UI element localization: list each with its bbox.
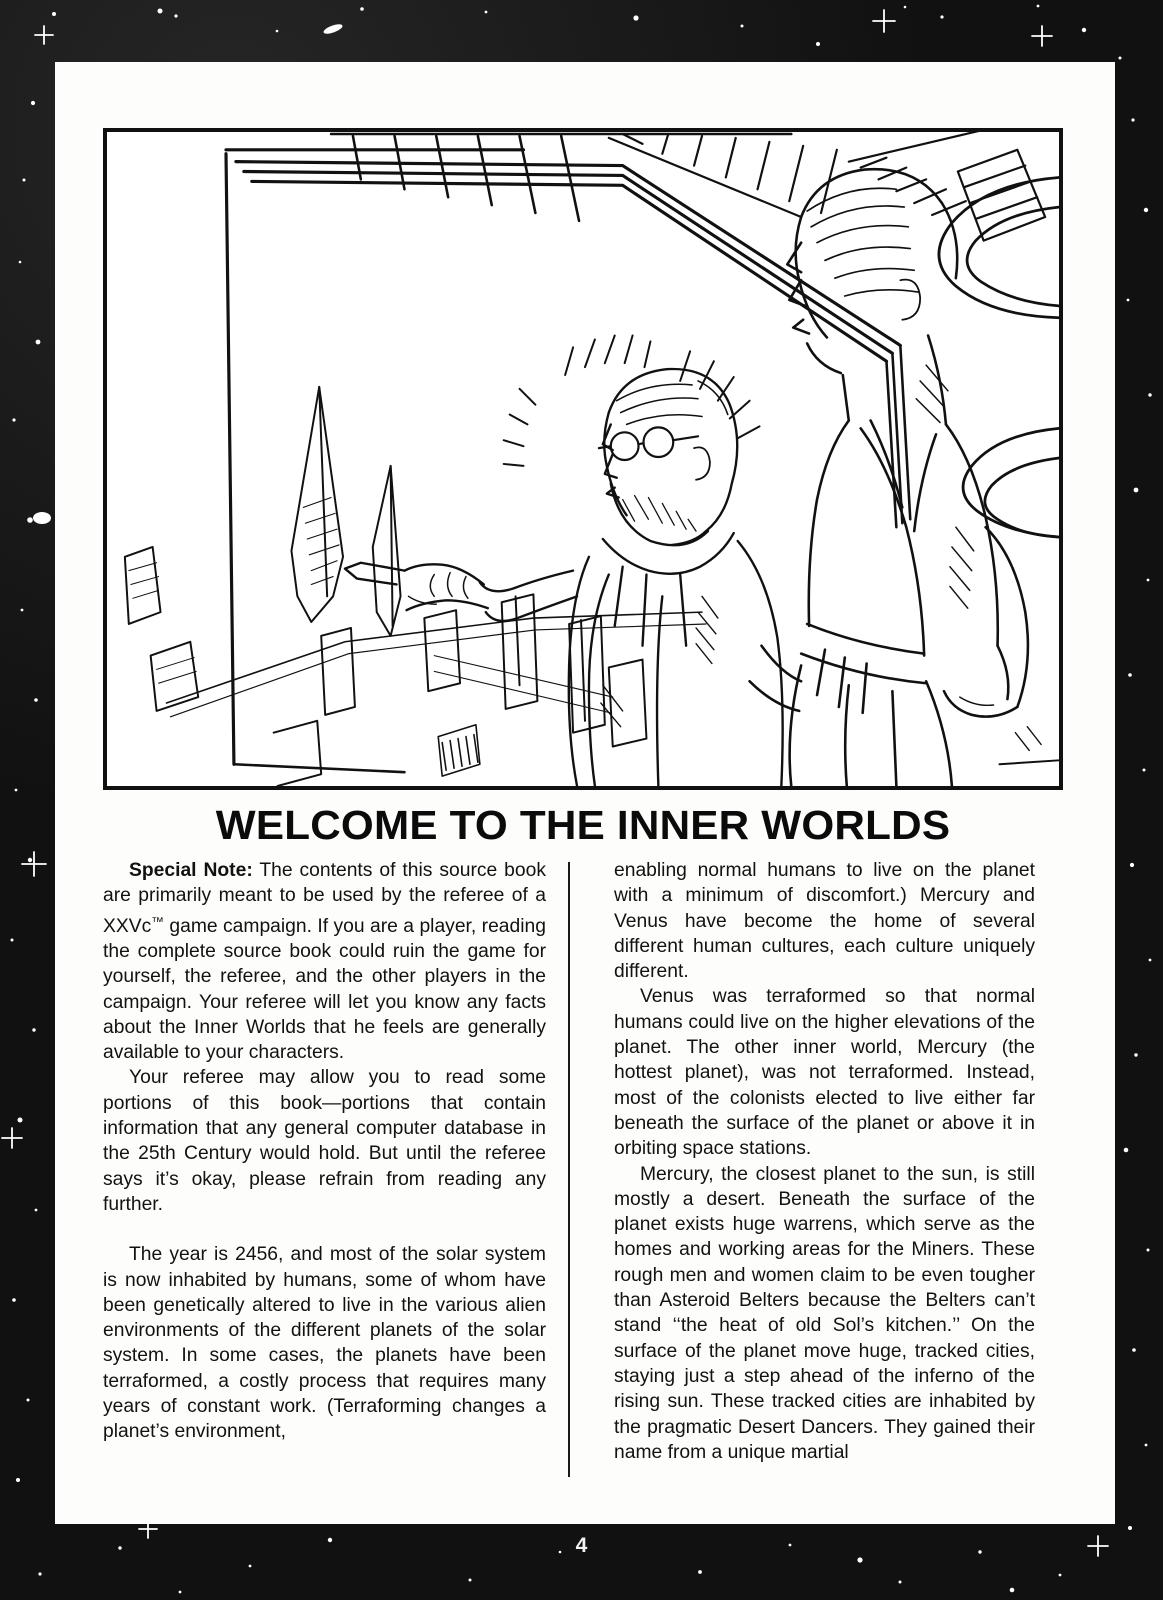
right-text-column — [578, 858, 1035, 1488]
paragraph-mercury-description: Mercury, the closest planet to the sun, is still mostly a desert. Beneath the surface of the planet exists huge warrens, which serve as the homes and working areas for the Miners. These rough men and women claim to be even tougher than Asteroid Belters because the Belters can’t stand ‘‘the heat of old Sol’s kitchen.’’ On the surface of the planet move huge, tracked cities, staying just a step ahead of the inferno of the rising sun. These tracked cities are inhabited by the pragmatic Desert Dancers. They gained their name from a unique martial — [614, 1163, 1035, 1463]
special-note-lead: Special Note: — [129, 860, 253, 881]
paragraph-terraforming-continued: enabling normal humans to live on the planet with a minimum of discomfort.) Mercury and Venus have become the home of several different human cultures, each culture uniquely different. — [614, 860, 1035, 983]
column-divider — [560, 858, 578, 1488]
paragraph-venus-terraformed: Venus was terraformed so that normal humans could live on the higher elevations of the planet. The other inner world, Mercury (the hottest planet), was not terraformed. Instead, most of the colonists elected to live either far beneath the surface of the planet or above it in orbiting space stations. — [614, 986, 1035, 1160]
article-columns — [103, 858, 1071, 1488]
page-number: 4 — [575, 1534, 588, 1557]
paragraph-referee-permission: Your referee may allow you to read some portions of this book—portions that contain information that any general computer database in the 25th Century would hold. But until the referee says it’s okay, please refrain from reading any further. — [103, 1067, 546, 1215]
paper-sheet — [55, 62, 1115, 1524]
column-divider-rule — [568, 862, 570, 1477]
paragraph-the-year-is-2456: The year is 2456, and most of the solar system is now inhabited by humans, some of whom have been genetically altered to live in the various alien environments of the different planets of the solar system. In some cases, the planets have been terraformed, a costly process that requires many years of constant work. (Terraforming changes a planet’s environment, — [103, 1244, 546, 1443]
page-title: WELCOME TO THE INNER WORLDS — [215, 802, 951, 848]
left-text-column — [103, 858, 560, 1488]
chapter-illustration — [103, 128, 1063, 790]
illustration-line-art — [107, 132, 1059, 786]
paragraph-special-note — [103, 858, 546, 1065]
special-note-body: The contents of this source book are primarily meant to be used by the referee of a XXVc™ game campaign. If you are a player, reading the complete source book could ruin the game for yourself, the referee, and the other players in the campaign. Your referee will let you know any facts about the Inner Worlds that he feels are generally available to your characters. — [103, 860, 546, 1064]
trademark-glyph: ™ — [151, 913, 164, 929]
